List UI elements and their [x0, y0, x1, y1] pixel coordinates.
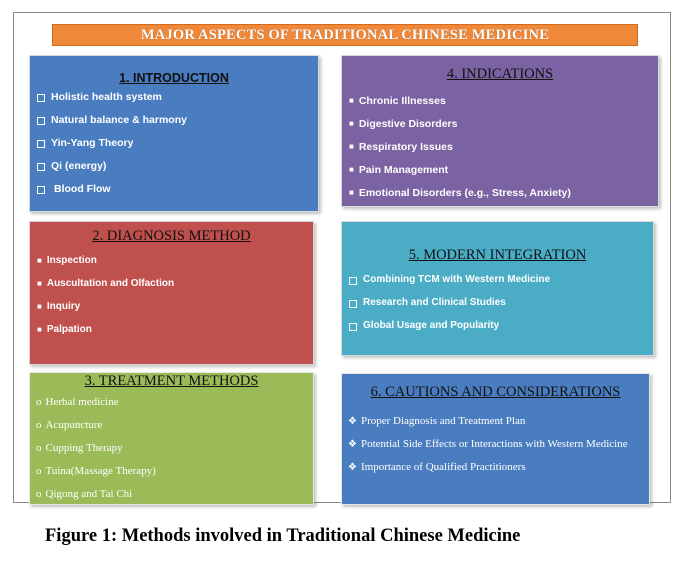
list-item: ■ Inquiry [37, 301, 81, 312]
cautions-heading: 6. CAUTIONS AND CONSIDERATIONS [370, 384, 621, 400]
list-item: ■ Palpation [37, 324, 92, 335]
circle-bullet-icon: o [36, 442, 42, 454]
bullet-icon: ■ [349, 188, 354, 197]
bullet-icon: ■ [37, 302, 42, 311]
introduction-heading: 1. INTRODUCTION [119, 71, 229, 85]
list-item: Holistic health system [37, 91, 318, 114]
diagnosis-heading: 2. DIAGNOSIS METHOD [92, 228, 251, 244]
cautions-box [341, 373, 650, 505]
figure-caption: Figure 1: Methods involved in Traditional Chinese Medicine [45, 526, 521, 546]
list-item: ❖ Importance of Qualified Practitioners [348, 461, 526, 473]
list-item: Blood Flow [37, 183, 318, 206]
checkbox-square-icon [37, 186, 45, 194]
list-item: ■ Pain Management [349, 164, 449, 176]
list-item: ❖ Potential Side Effects or Interactions with Western Medicine [348, 438, 628, 450]
cautions-list [348, 410, 649, 479]
indications-list [349, 95, 658, 210]
integration-box [341, 221, 654, 356]
checkbox-square-icon [37, 163, 45, 171]
bullet-icon: ■ [349, 119, 354, 128]
list-item: o Cupping Therapy [36, 442, 123, 454]
checkbox-square-icon [37, 117, 45, 125]
bullet-icon: ■ [349, 142, 354, 151]
list-item: o Herbal medicine [36, 396, 119, 408]
checkbox-square-icon [349, 323, 357, 331]
list-item: Qi (energy) [37, 160, 318, 183]
diagnosis-box [29, 221, 314, 365]
treatment-box [29, 372, 314, 505]
diamond-bullet-icon: ❖ [348, 416, 357, 427]
bullet-icon: ■ [349, 165, 354, 174]
list-item: ❖ Proper Diagnosis and Treatment Plan [348, 415, 526, 427]
list-item: ■ Respiratory Issues [349, 141, 453, 153]
diagram-title: MAJOR ASPECTS OF TRADITIONAL CHINESE MEDICINE [52, 24, 638, 46]
list-item: ■ Emotional Disorders (e.g., Stress, Anxiety) [349, 187, 571, 199]
checkbox-square-icon [349, 277, 357, 285]
list-item: Research and Clinical Studies [349, 297, 653, 320]
treatment-list [36, 396, 313, 511]
circle-bullet-icon: o [36, 396, 42, 408]
bullet-icon: ■ [37, 256, 42, 265]
list-item: ■ Digestive Disorders [349, 118, 458, 130]
list-item: o Acupuncture [36, 419, 103, 431]
integration-list [349, 274, 653, 343]
treatment-heading: 3. TREATMENT METHODS [84, 373, 259, 389]
circle-bullet-icon: o [36, 419, 42, 431]
list-item: Yin-Yang Theory [37, 137, 318, 160]
indications-box [341, 55, 659, 207]
checkbox-square-icon [37, 94, 45, 102]
introduction-box [29, 55, 319, 212]
bullet-icon: ■ [37, 279, 42, 288]
integration-heading: 5. MODERN INTEGRATION [408, 247, 587, 263]
list-item: ■ Chronic Illnesses [349, 95, 446, 107]
diamond-bullet-icon: ❖ [348, 462, 357, 473]
bullet-icon: ■ [37, 325, 42, 334]
list-item: ■ Inspection [37, 255, 97, 266]
list-item: Global Usage and Popularity [349, 320, 653, 343]
checkbox-square-icon [349, 300, 357, 308]
introduction-list [37, 91, 318, 206]
list-item: ■ Auscultation and Olfaction [37, 278, 175, 289]
indications-heading: 4. INDICATIONS [446, 66, 554, 82]
diamond-bullet-icon: ❖ [348, 439, 357, 450]
diagnosis-list [37, 255, 313, 347]
list-item: o Tuina(Massage Therapy) [36, 465, 156, 477]
list-item: o Qigong and Tai Chi [36, 488, 133, 500]
circle-bullet-icon: o [36, 465, 42, 477]
list-item: Combining TCM with Western Medicine [349, 274, 653, 297]
circle-bullet-icon: o [36, 488, 42, 500]
bullet-icon: ■ [349, 96, 354, 105]
list-item: Natural balance & harmony [37, 114, 318, 137]
checkbox-square-icon [37, 140, 45, 148]
